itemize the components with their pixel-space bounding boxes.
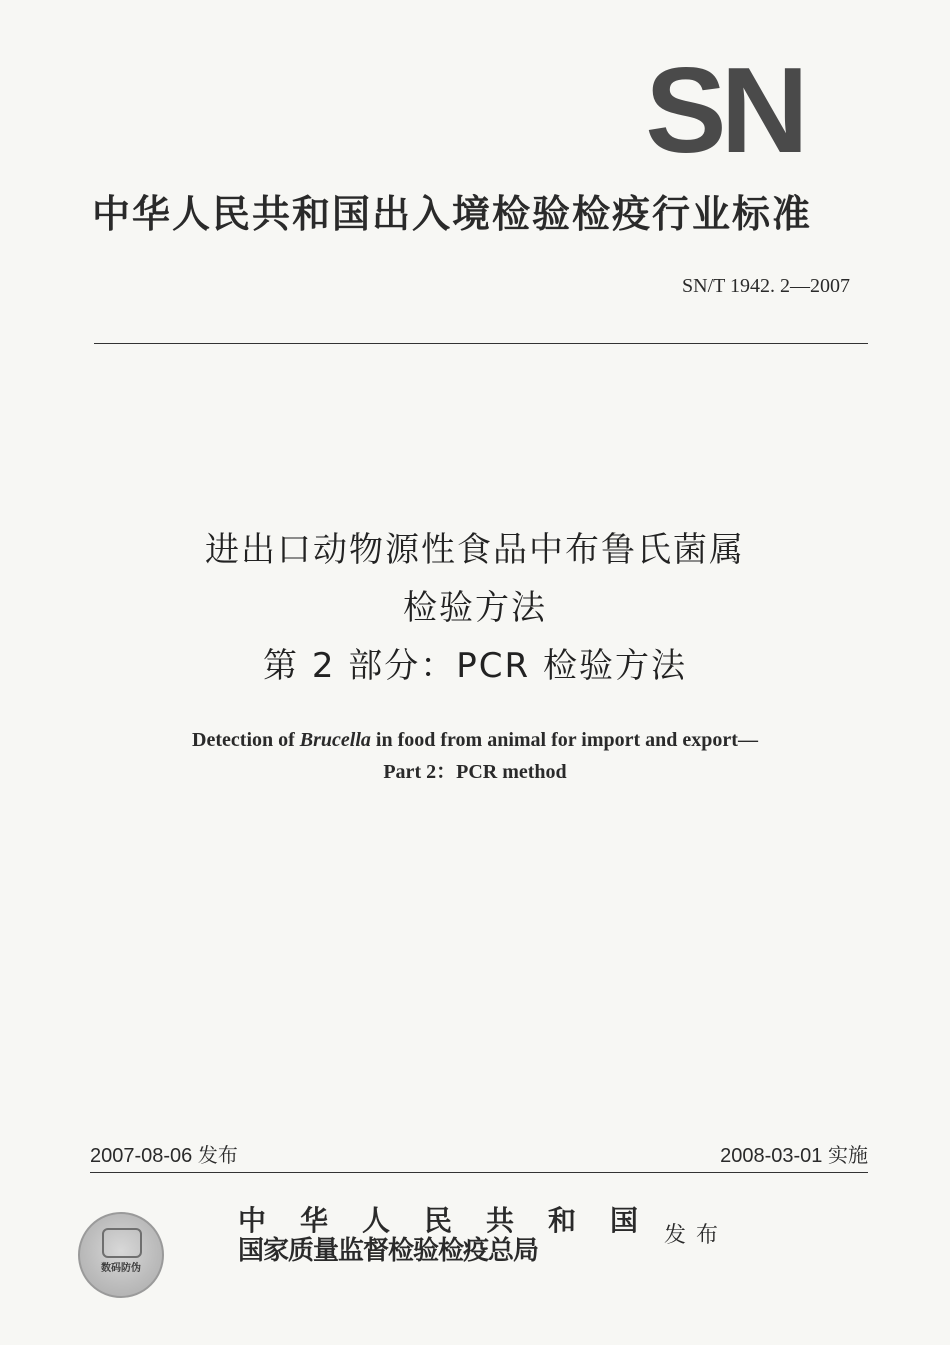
publisher-line-2: 国家质量监督检验检疫总局 [238,1236,539,1266]
chinese-title-line-1: 进出口动物源性食品中布鲁氏菌属 [205,530,745,570]
top-divider [94,343,868,344]
standard-code: SN/T 1942. 2—2007 [682,275,850,297]
publisher-line-1: 中华人民共和国 [238,1204,638,1237]
implementation-date: 2008-03-01 实施 [720,1145,868,1167]
english-title-line-1 [0,726,950,754]
publish-label: 发布 [664,1223,729,1248]
issue-date: 2007-08-06 发布 [90,1145,238,1167]
seal-emblem-icon [102,1228,142,1258]
bottom-divider [90,1172,868,1173]
english-title-suffix: in food from animal for import and export— [370,729,758,751]
english-title-prefix: Detection of [192,729,300,751]
issuing-authority-title: 中华人民共和国出入境检验检疫行业标准 [92,192,813,236]
english-title-line-2: Part 2：PCR method [383,761,567,783]
seal-label: 数码防伪 [101,1263,141,1274]
chinese-title-line-3: 第 2 部分：PCR 检验方法 [263,646,687,686]
english-title-genus: Brucella [299,729,371,751]
anti-counterfeit-seal [78,1212,164,1298]
sn-logo: SN [645,62,803,158]
chinese-title-line-2: 检验方法 [403,588,547,628]
